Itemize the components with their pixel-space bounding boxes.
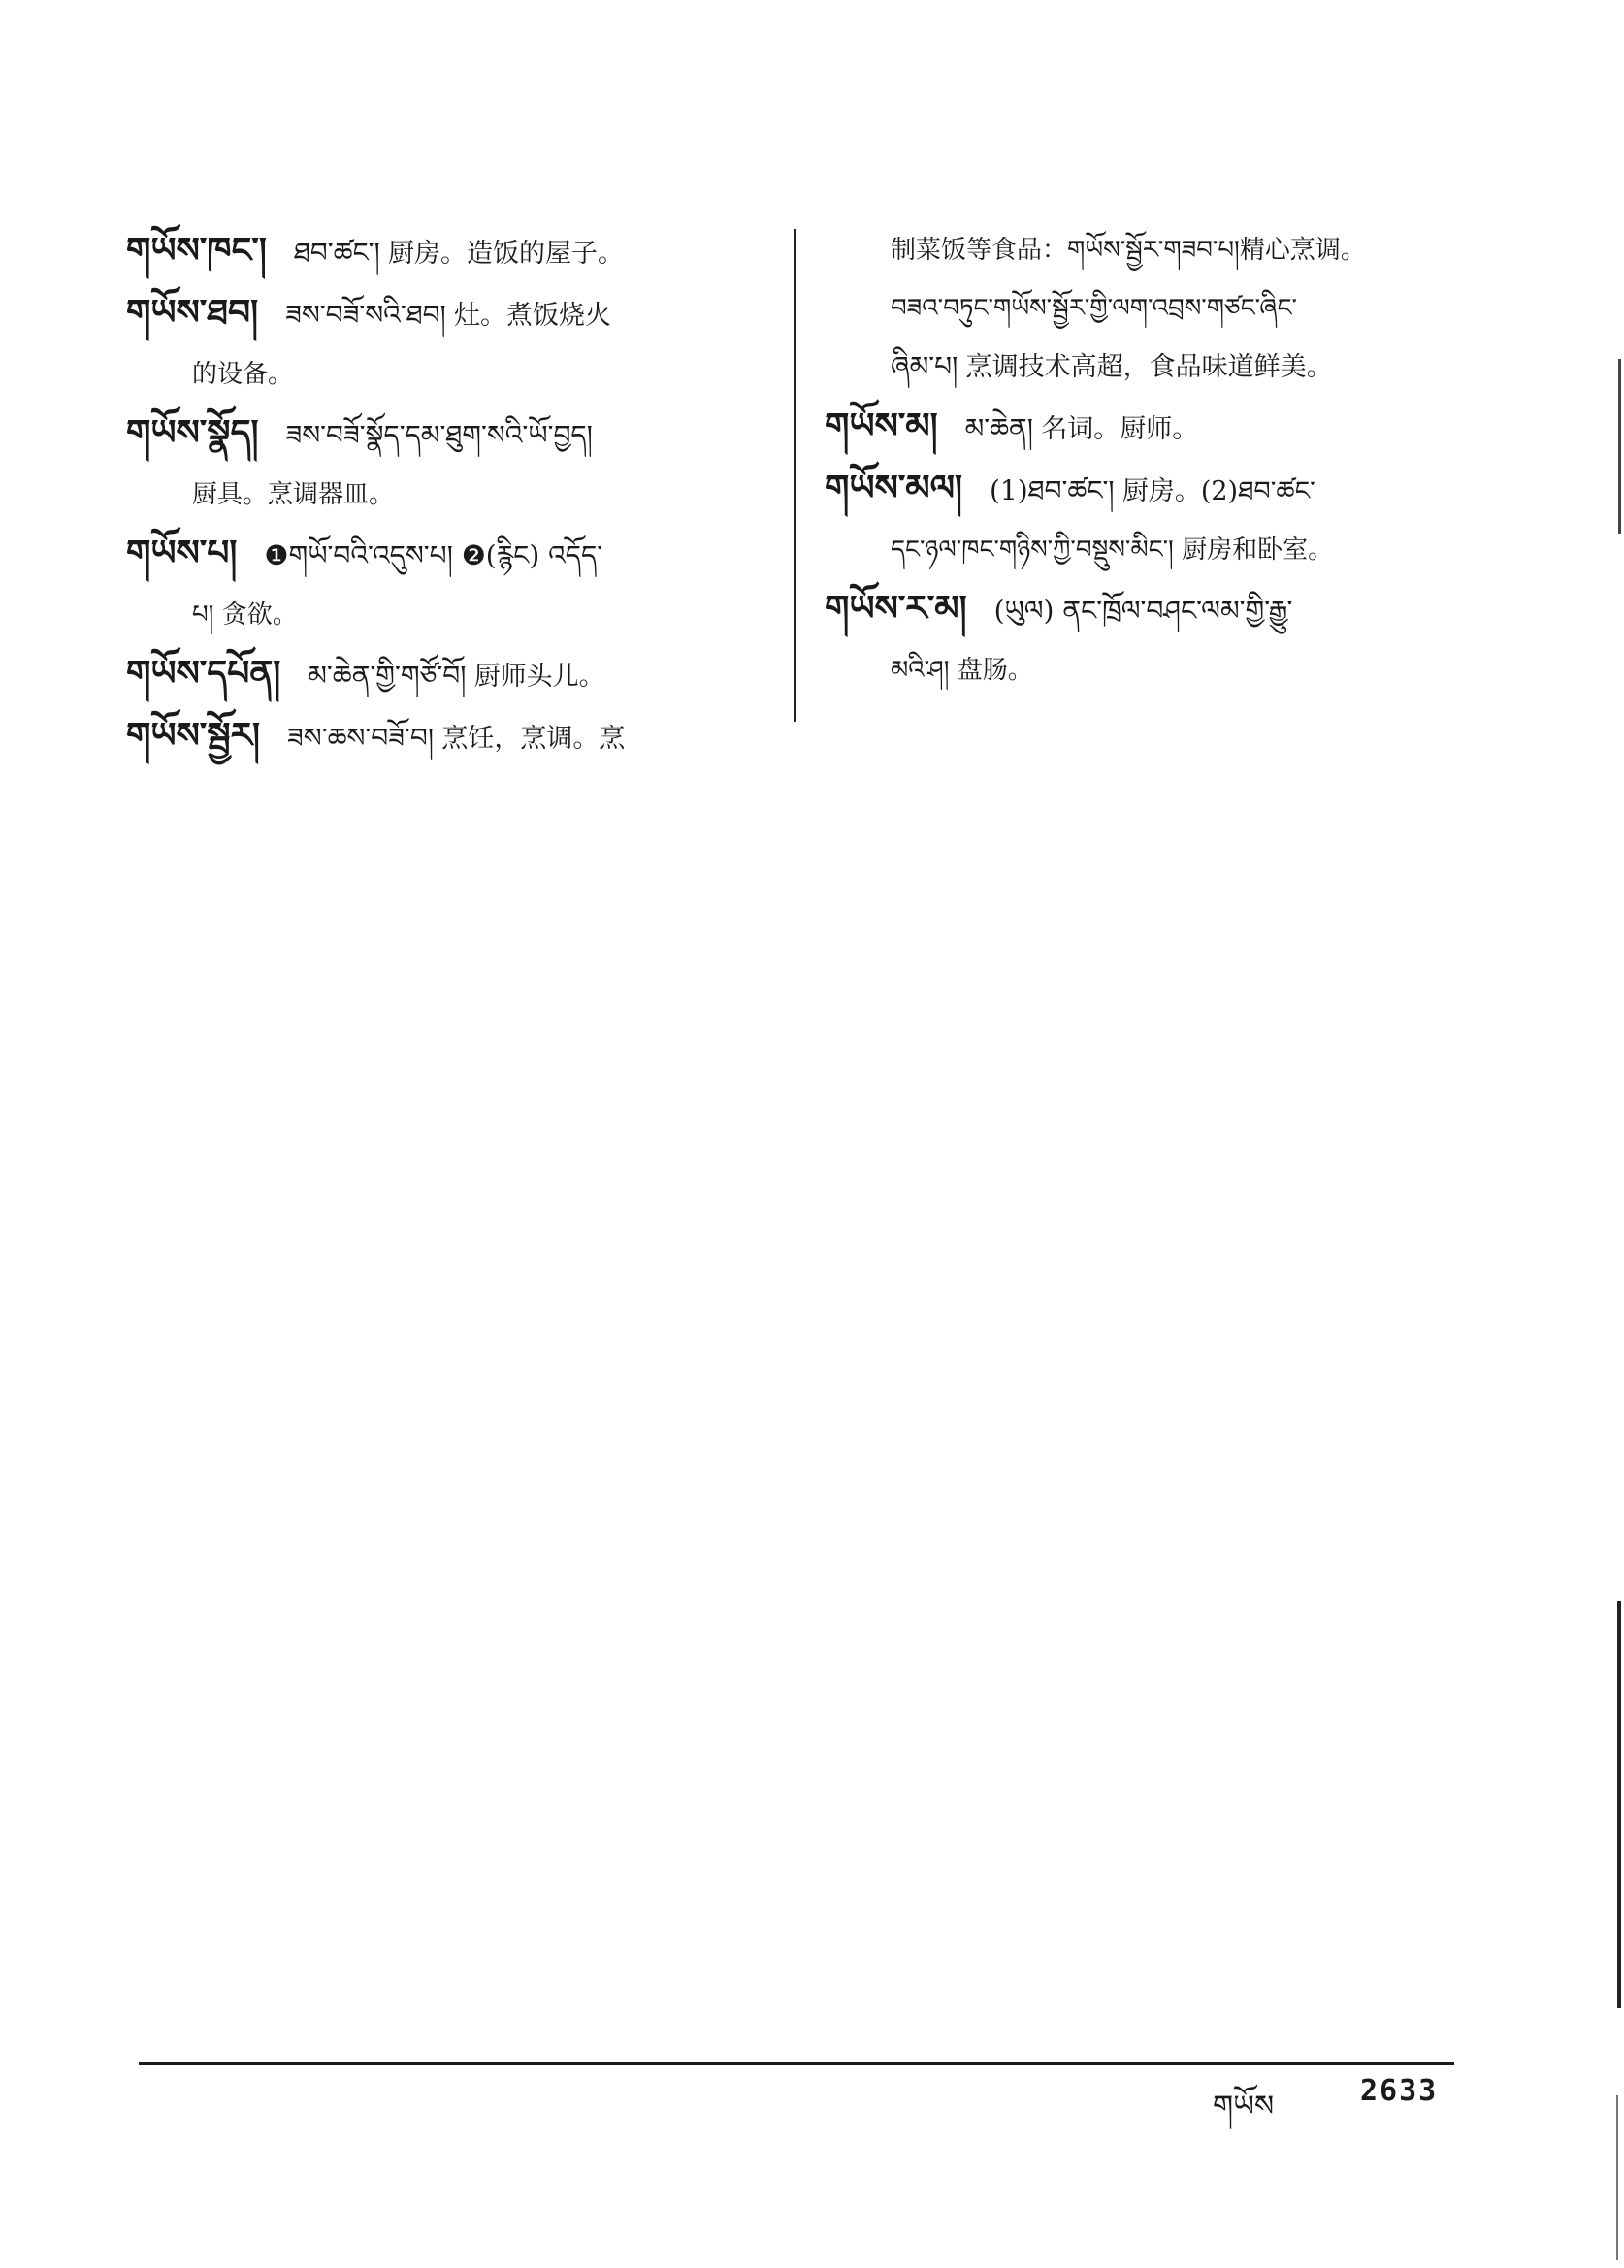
entry-continuation: 制菜饭等食品：གཡོས་སྦྱོར་གཟབ་པ།精心烹调。: [891, 236, 1366, 265]
headword: གཡོས་ཁང་།: [126, 230, 267, 271]
tibetan-definition: ཟས་བཟོ་སའི་ཐབ།: [285, 299, 446, 331]
entry-continuation: 厨具。烹调器皿。: [192, 480, 395, 509]
column-divider: [794, 229, 796, 722]
chinese-definition: 烹饪，烹调。烹: [441, 724, 626, 754]
headword: གཡོས་མ།: [825, 405, 938, 446]
dictionary-entry: [126, 524, 778, 586]
page-number: 2633: [1360, 2074, 1439, 2108]
running-head: གཡོས: [1213, 2090, 1275, 2123]
entry-continuation: [825, 338, 1465, 397]
headword: གཡོས་དཔོན།: [126, 653, 281, 694]
chinese-definition: 厨房。(2)ཐབ་ཚང་: [1121, 476, 1315, 506]
entry-continuation: བཟའ་བཏུང་གཡོས་སྦྱོར་གྱི་ལག་འབྲས་གཙང་ཞིང་: [891, 294, 1297, 323]
headword: གཡོས་སྦྱོར།: [126, 715, 261, 756]
tibetan-definition: (1)ཐབ་ཚང་།: [989, 474, 1115, 506]
chinese-definition: 名词。厨师。: [1041, 414, 1199, 444]
dictionary-entry: [825, 459, 1465, 521]
chinese-definition: 烹调技术高超，食品味道鲜美。: [965, 352, 1333, 382]
tibetan-definition: ཟས་བཟོ་སྣོད་དམ་ཐུག་སའི་ཡོ་བྱད།: [285, 419, 593, 451]
tibetan-definition: ❶གཡོ་བའི་འདུས་པ། ❷(རྙིང) འདོད་: [264, 539, 603, 571]
entry-continuation: དང་ཉལ་ཁང་གཉིས་ཀྱི་བསྡུས་མིང་། 厨房和卧室。: [891, 535, 1334, 565]
scan-edge-mark: [1616, 2095, 1618, 2260]
scan-edge-mark: [1618, 359, 1621, 534]
headword: གཡོས་ཐབ།: [126, 292, 259, 333]
dictionary-entry: [825, 397, 1465, 459]
tibetan-definition: ཞིམ་པ།: [891, 350, 958, 382]
chinese-definition: 厨师头儿。: [473, 662, 605, 692]
dictionary-entry: [825, 579, 1465, 641]
dictionary-entry: [126, 283, 778, 345]
dictionary-entry: [126, 221, 778, 283]
chinese-definition: 厨房。造饭的屋子。: [388, 239, 625, 269]
tibetan-definition: (ཡུལ) ནང་ཁྲོལ་བཤང་ལམ་གྱི་རྒྱུ་: [993, 595, 1293, 627]
entry-continuation: 的设备。: [192, 360, 294, 389]
tibetan-definition: ཟས་ཆས་བཟོ་བ།: [287, 722, 435, 754]
entry-continuation: མའི་ཤ། 盘肠。: [891, 656, 1033, 685]
chinese-definition: 灶。煮饭烧火: [454, 301, 612, 331]
headword: གཡོས་ར་མ།: [825, 588, 967, 629]
dictionary-entry: [126, 404, 778, 466]
tibetan-definition: མ་ཆེན་གྱི་གཙོ་བོ།: [308, 660, 467, 692]
headword: གཡོས་པ།: [126, 533, 238, 573]
footer-rule: [139, 2062, 1454, 2065]
headword: གཡོས་མལ།: [825, 468, 962, 508]
right-column: [825, 221, 1465, 699]
headword: གཡོས་སྣོད།: [126, 412, 259, 453]
left-column: [126, 221, 778, 768]
dictionary-entry: [126, 644, 778, 706]
tibetan-definition: མ་ཆེན།: [964, 412, 1033, 444]
dictionary-entry: [126, 706, 778, 768]
tibetan-definition: ཐབ་ཚང་།: [293, 237, 380, 269]
scan-edge-mark: [1617, 1601, 1621, 2008]
entry-continuation: པ། 贪欲。: [192, 600, 298, 630]
